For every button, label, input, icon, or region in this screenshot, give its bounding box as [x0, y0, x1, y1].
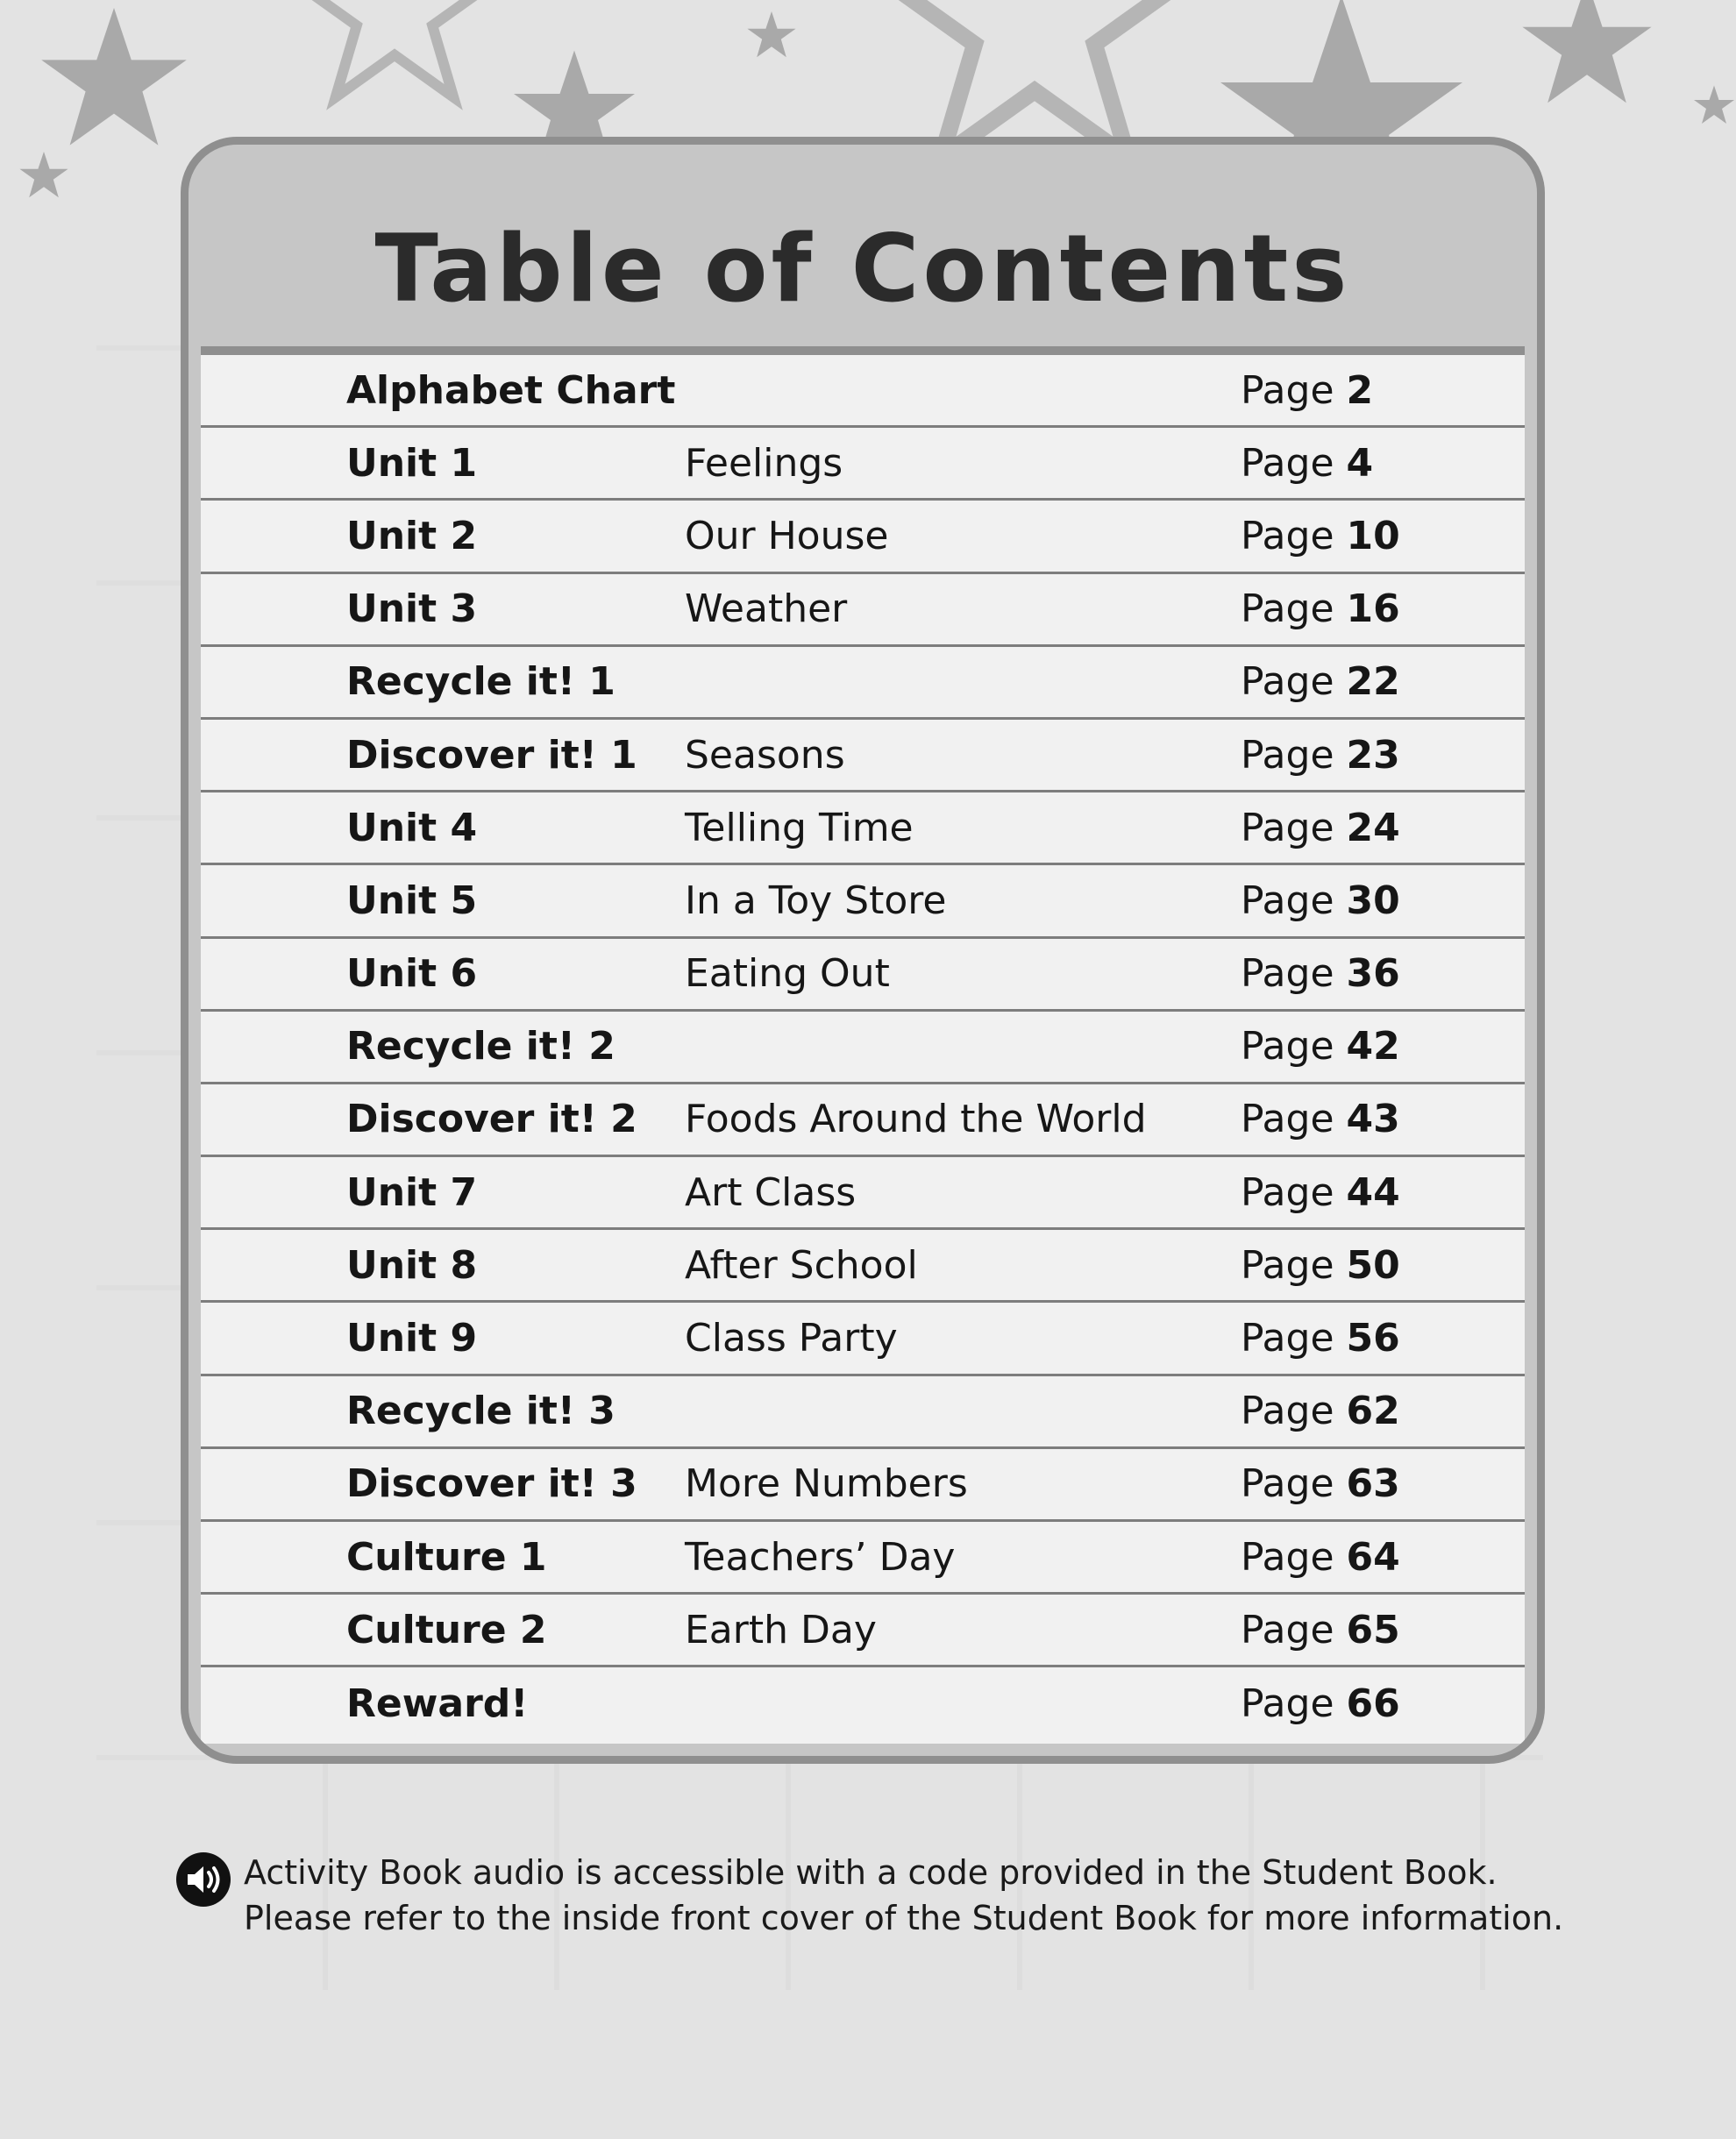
page-word: Page [1241, 951, 1334, 997]
page-number: 66 [1346, 1681, 1400, 1727]
star-decoration-icon [1692, 83, 1736, 127]
toc-row [201, 1376, 1525, 1449]
toc-entry-page [1241, 1084, 1400, 1155]
page-number: 30 [1346, 878, 1400, 923]
page-word: Page [1241, 805, 1334, 850]
page-number: 62 [1346, 1389, 1400, 1434]
toc-row [201, 1522, 1525, 1595]
toc-entry-label: Discover it! 3 [346, 1461, 637, 1507]
page-word: Page [1241, 1681, 1334, 1727]
page-word: Page [1241, 1169, 1334, 1215]
toc-entry-title: Seasons [685, 732, 845, 778]
toc-entry-title: Class Party [685, 1316, 898, 1361]
toc-row [201, 1667, 1525, 1740]
page-number: 10 [1346, 513, 1400, 558]
toc-entry-label: Unit 3 [346, 586, 478, 632]
toc-row [201, 1084, 1525, 1157]
audio-note-line: Please refer to the inside front cover of the Student Book for more information. [244, 1899, 1564, 1937]
toc-entry-page [1241, 574, 1400, 644]
page-word: Page [1241, 659, 1334, 705]
toc-entry-page [1241, 1667, 1400, 1740]
toc-entry-label: Alphabet Chart [346, 367, 676, 413]
toc-entry-title: Teachers’ Day [685, 1534, 956, 1580]
table-of-contents-box [181, 137, 1545, 1764]
toc-row [201, 865, 1525, 938]
toc-entry-label: Unit 8 [346, 1242, 478, 1288]
audio-note-text [244, 1850, 1563, 1941]
toc-entry-label: Unit 1 [346, 440, 478, 486]
toc-entry-page [1241, 428, 1373, 498]
page-number: 43 [1346, 1097, 1400, 1142]
toc-entry-page [1241, 865, 1400, 935]
page-number: 56 [1346, 1316, 1400, 1361]
toc-entry-page [1241, 1157, 1400, 1227]
toc-entry-title: Art Class [685, 1169, 857, 1215]
page-word: Page [1241, 586, 1334, 632]
star-decoration-icon [745, 9, 798, 61]
toc-entry-page [1241, 647, 1400, 717]
page-word: Page [1241, 1607, 1334, 1652]
toc-entry-title: Eating Out [685, 951, 890, 997]
page-number: 2 [1346, 367, 1374, 413]
toc-row [201, 355, 1525, 428]
toc-entry-title: Telling Time [685, 805, 914, 850]
toc-entry-title: After School [685, 1242, 918, 1288]
toc-row [201, 720, 1525, 792]
page-word: Page [1241, 1097, 1334, 1142]
toc-row [201, 939, 1525, 1012]
toc-entry-page [1241, 1595, 1400, 1665]
toc-entry-label: Reward! [346, 1681, 529, 1727]
toc-row [201, 1303, 1525, 1375]
audio-note-line: Activity Book audio is accessible with a code provided in the Student Book. [244, 1853, 1498, 1892]
toc-row [201, 1012, 1525, 1084]
toc-entry-label: Discover it! 1 [346, 732, 637, 778]
toc-entry-label: Culture 1 [346, 1534, 547, 1580]
page-word: Page [1241, 732, 1334, 778]
toc-row [201, 501, 1525, 573]
page-word: Page [1241, 513, 1334, 558]
speaker-icon [175, 1851, 231, 1908]
toc-row [201, 1595, 1525, 1667]
toc-row [201, 1157, 1525, 1230]
toc-entry-page [1241, 792, 1400, 863]
toc-entry-page [1241, 1303, 1400, 1373]
toc-entry-label: Unit 2 [346, 513, 478, 558]
page-word: Page [1241, 440, 1334, 486]
toc-entry-label: Unit 4 [346, 805, 478, 850]
page-number: 42 [1346, 1024, 1400, 1070]
toc-row [201, 428, 1525, 501]
toc-entry-label: Unit 5 [346, 878, 478, 923]
page-word: Page [1241, 1389, 1334, 1434]
toc-entry-page [1241, 1522, 1400, 1592]
page-number: 22 [1346, 659, 1400, 705]
toc-entry-title: Earth Day [685, 1607, 877, 1652]
star-decoration-icon [35, 0, 193, 158]
page-number: 4 [1346, 440, 1374, 486]
toc-row [201, 792, 1525, 865]
toc-entry-page [1241, 720, 1400, 790]
page-number: 63 [1346, 1461, 1400, 1507]
toc-row [201, 574, 1525, 647]
toc-entry-page [1241, 1376, 1400, 1446]
toc-entry-page [1241, 355, 1373, 425]
toc-entry-label: Recycle it! 1 [346, 659, 615, 705]
toc-entry-page [1241, 1449, 1400, 1519]
page-number: 36 [1346, 951, 1400, 997]
toc-entry-title: Feelings [685, 440, 843, 486]
star-decoration-icon [18, 149, 70, 202]
toc-entry-label: Unit 9 [346, 1316, 478, 1361]
page-number: 64 [1346, 1534, 1400, 1580]
page-number: 24 [1346, 805, 1400, 850]
page-number: 65 [1346, 1607, 1400, 1652]
toc-entry-page [1241, 501, 1400, 571]
toc-entry-title: Foods Around the World [685, 1097, 1147, 1142]
star-outline-decoration-icon [289, 0, 500, 114]
toc-entry-label: Recycle it! 3 [346, 1389, 615, 1434]
toc-row [201, 1449, 1525, 1522]
toc-entry-label: Unit 7 [346, 1169, 478, 1215]
toc-entry-label: Recycle it! 2 [346, 1024, 615, 1070]
toc-entry-page [1241, 1230, 1400, 1300]
toc-entry-title: In a Toy Store [685, 878, 947, 923]
toc-entry-label: Unit 6 [346, 951, 478, 997]
page-word: Page [1241, 367, 1334, 413]
page-word: Page [1241, 878, 1334, 923]
toc-entry-title: Our House [685, 513, 889, 558]
toc-entry-label: Culture 2 [346, 1607, 547, 1652]
page-word: Page [1241, 1461, 1334, 1507]
page-word: Page [1241, 1024, 1334, 1070]
toc-entry-page [1241, 1012, 1400, 1082]
page-word: Page [1241, 1316, 1334, 1361]
page-number: 16 [1346, 586, 1400, 632]
star-decoration-icon [1517, 0, 1657, 114]
toc-row [201, 1230, 1525, 1303]
toc-entry-page [1241, 939, 1400, 1009]
page-number: 23 [1346, 732, 1400, 778]
toc-entry-title: More Numbers [685, 1461, 968, 1507]
audio-note [175, 1850, 1578, 1941]
toc-entry-title: Weather [685, 586, 848, 632]
page-number: 44 [1346, 1169, 1400, 1215]
page-word: Page [1241, 1534, 1334, 1580]
page-title: Table of Contents [374, 215, 1351, 323]
page-word: Page [1241, 1242, 1334, 1288]
page-number: 50 [1346, 1242, 1400, 1288]
toc-entry-label: Discover it! 2 [346, 1097, 637, 1142]
contents-table [201, 346, 1525, 1744]
toc-row [201, 647, 1525, 720]
